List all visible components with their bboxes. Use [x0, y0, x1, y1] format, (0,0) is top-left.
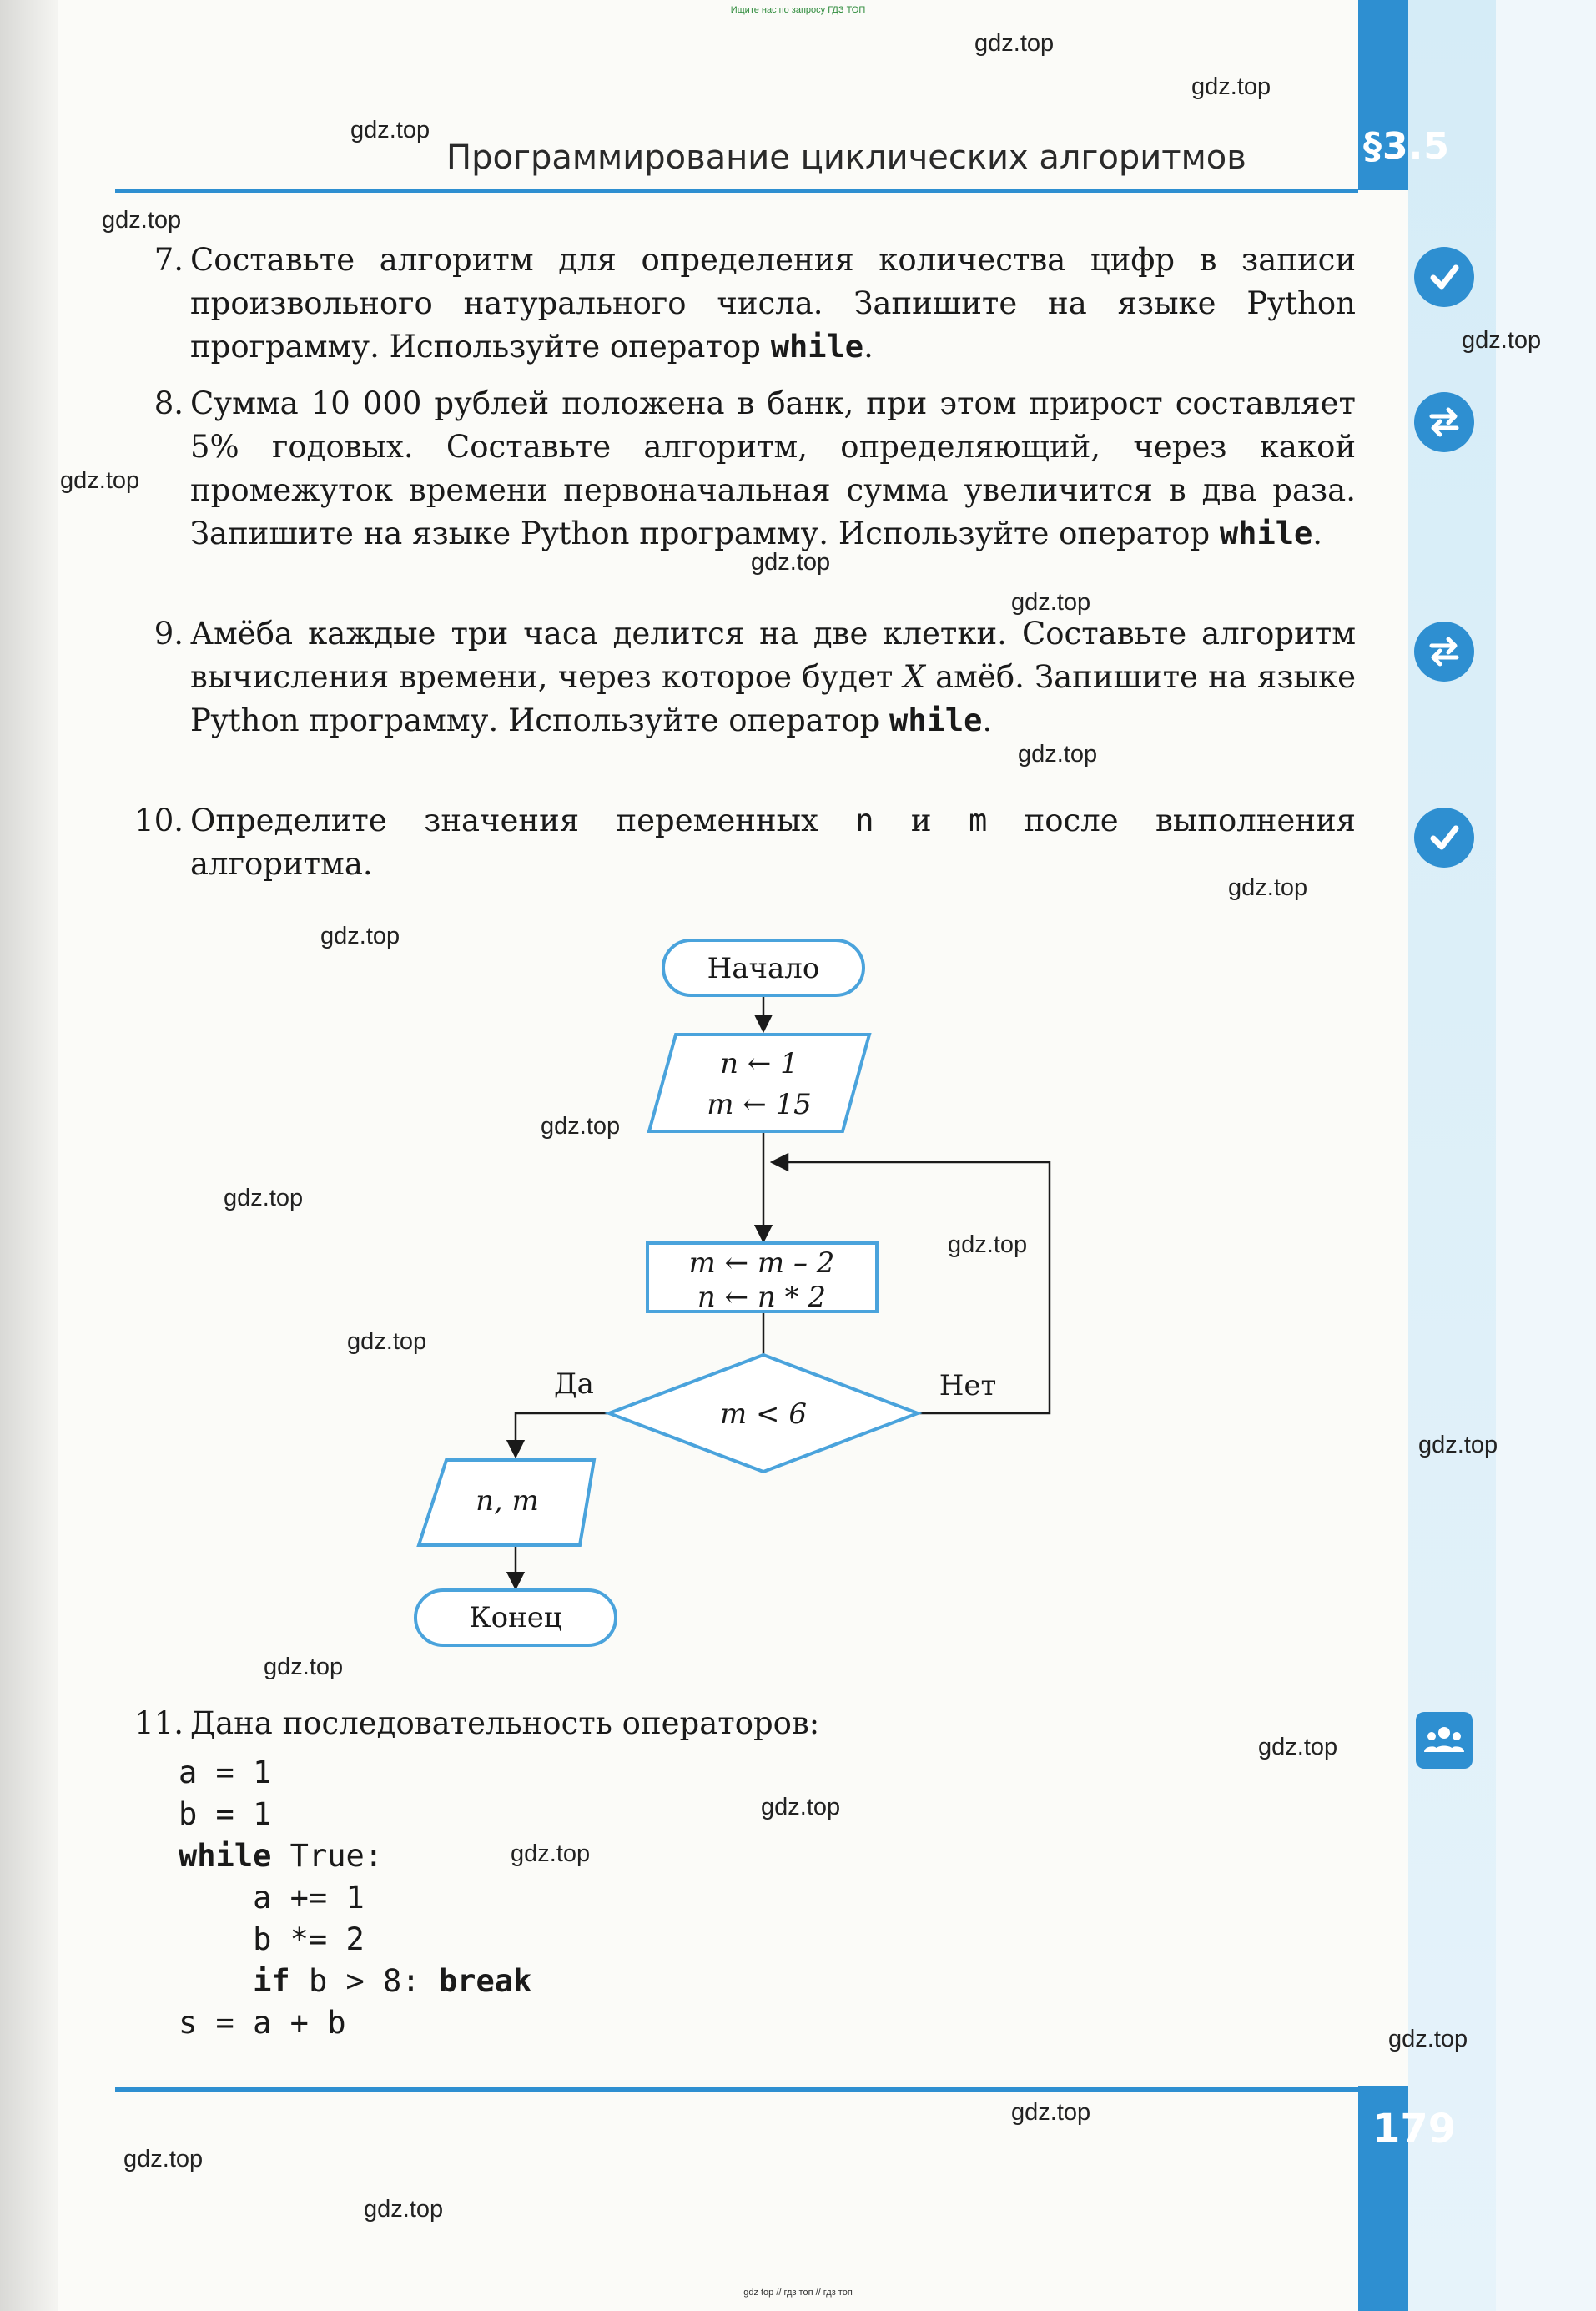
code-text: True: [271, 1838, 384, 1874]
watermark: gdz.top [320, 923, 400, 949]
punct: . [982, 702, 993, 738]
page-number: 179 [1372, 2106, 1457, 2152]
code-block [179, 1752, 531, 2044]
watermark: gdz.top [102, 207, 182, 234]
watermark: gdz.top [224, 1185, 304, 1211]
code-line: a = 1 [179, 1755, 272, 1790]
task-7 [117, 239, 1356, 369]
process-line-2: n ← n * 2 [697, 1281, 827, 1314]
task-number: 8. [154, 385, 184, 421]
keyword: while [889, 702, 983, 738]
watermark: gdz.top [751, 549, 831, 576]
code-line [179, 1835, 531, 1877]
init-line-1: n ← 1 [720, 1047, 798, 1080]
section-number: §3.5 [1363, 125, 1450, 168]
task-text: Составьте алгоритм для определения количества цифр в записи произвольного натурального числа. Запишите на языке Python программу. Используйте оператор [190, 242, 1356, 365]
watermark: gdz.top [123, 2146, 204, 2173]
task-text: и [874, 803, 969, 838]
variable: X [903, 659, 925, 695]
watermark: gdz.top [364, 2196, 444, 2223]
keyword: while [1219, 516, 1313, 551]
task-text: Сумма 10 000 рублей положена в банк, при этом прирост составляет 5% годовых. Составьте алгоритм, определяющий, через какой промежуток времени первоначальная сумма увеличится в два раза. Запишите на языке Python программу. Используйте оператор [190, 385, 1356, 551]
exchange-icon [1414, 622, 1474, 682]
task-10 [117, 799, 1356, 886]
watermark: gdz.top [1462, 327, 1542, 354]
task-number: 7. [154, 242, 184, 278]
task-text: после выполнения алгоритма. [190, 803, 1356, 882]
init-line-2: m ← 15 [707, 1088, 812, 1121]
keyword: break [438, 1963, 532, 1999]
check-icon [1414, 247, 1474, 307]
output-label: n, m [476, 1484, 539, 1518]
task-9 [117, 612, 1356, 743]
watermark: gdz.top [264, 1654, 344, 1680]
watermark: gdz.top [511, 1840, 591, 1867]
task-text: амёб. Запишите на языке Python программу. Используйте оператор [190, 659, 1357, 738]
no-label: Нет [939, 1369, 997, 1402]
code-line: a += 1 [179, 1880, 365, 1916]
top-note: Ищите нас по запросу ГДЗ ТОП [730, 5, 866, 15]
yes-label: Да [554, 1367, 594, 1401]
variable: n [855, 803, 874, 838]
code-line: s = a + b [179, 2005, 346, 2041]
punct: . [1312, 516, 1323, 551]
watermark: gdz.top [347, 1328, 427, 1355]
watermark: gdz.top [1418, 1432, 1498, 1458]
watermark: gdz.top [761, 1794, 841, 1820]
end-label: Конец [469, 1601, 562, 1634]
task-number: 9. [154, 616, 184, 652]
task-11 [117, 1702, 1356, 1745]
code-line: b *= 2 [179, 1921, 365, 1957]
keyword: if [253, 1963, 290, 1999]
group-icon [1416, 1712, 1473, 1769]
task-8 [117, 382, 1356, 556]
watermark: gdz.top [1011, 2099, 1091, 2126]
watermark: gdz.top [948, 1231, 1028, 1258]
task-text: Амёба каждые три часа делится на две клетки. Составьте алгоритм вычисления времени, через которое будет [190, 616, 1356, 695]
chapter-title: Программирование циклических алгоритмов [446, 138, 1246, 177]
punct: . [863, 329, 874, 365]
start-label: Начало [707, 952, 820, 985]
header-rule [115, 189, 1358, 193]
exchange-icon [1414, 392, 1474, 452]
watermark: gdz.top [1258, 1734, 1338, 1760]
task-text: Дана последовательность операторов: [190, 1705, 820, 1741]
watermark: gdz.top [974, 30, 1055, 57]
footer-rule [115, 2087, 1358, 2092]
code-text: b > 8: [289, 1963, 439, 1999]
variable: m [968, 803, 988, 838]
bottom-note: gdz top // гдз топ // гдз топ [743, 2288, 853, 2298]
watermark: gdz.top [541, 1113, 621, 1140]
keyword: while [179, 1838, 272, 1874]
task-number: 11. [134, 1705, 184, 1741]
page-gutter-shadow [0, 0, 58, 2311]
watermark: gdz.top [1228, 874, 1308, 901]
condition-label: m < 6 [720, 1397, 807, 1431]
task-number: 10. [134, 803, 184, 838]
keyword: while [770, 329, 864, 365]
watermark: gdz.top [60, 467, 140, 494]
code-line [179, 1961, 531, 2002]
check-icon [1414, 808, 1474, 868]
watermark: gdz.top [1191, 73, 1271, 100]
process-line-1: m ← m – 2 [688, 1246, 835, 1280]
watermark: gdz.top [1011, 589, 1091, 616]
code-line: b = 1 [179, 1796, 272, 1832]
watermark: gdz.top [350, 117, 430, 143]
task-text: Определите значения переменных [190, 803, 856, 838]
watermark: gdz.top [1018, 741, 1098, 768]
watermark: gdz.top [1388, 2026, 1468, 2052]
